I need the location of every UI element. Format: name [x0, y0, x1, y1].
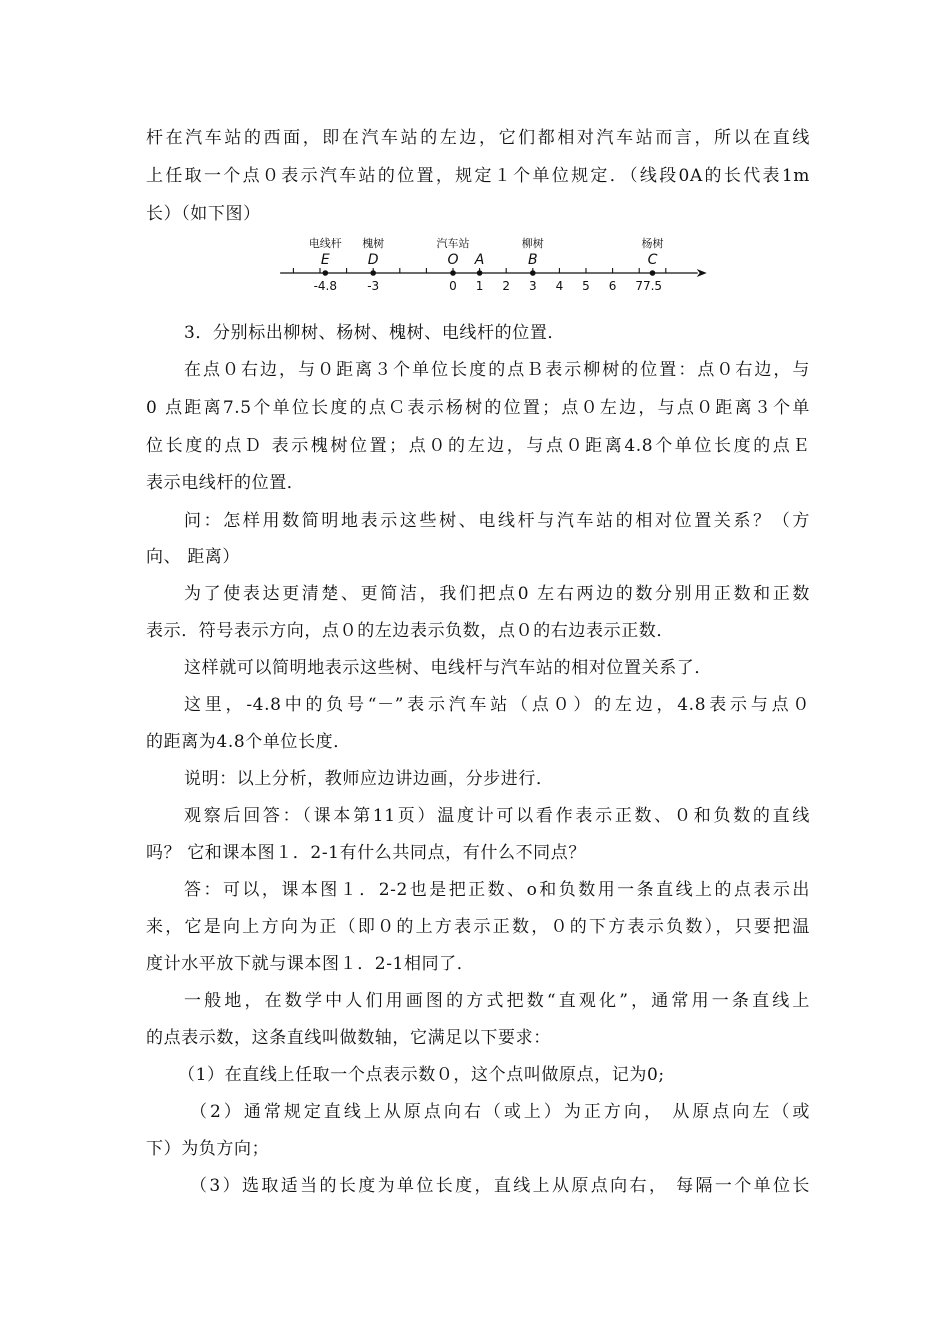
tick-label: 5: [582, 279, 590, 293]
text-line: 表示电线杆的位置．: [146, 473, 305, 493]
tick-label: 7: [635, 279, 644, 293]
text-line: 向、 距离）: [146, 547, 241, 567]
text-line: 杆在汽车站的西面，即在汽车站的左边，它们都相对汽车站而言，所以在直线: [146, 128, 810, 148]
point-value-label: 7.5: [642, 279, 663, 293]
point-value-label: 0: [449, 279, 457, 293]
text-line: 度计水平放下就与课本图１．2-1相同了．: [146, 954, 475, 974]
point-marker: [650, 270, 656, 276]
point-letter: D: [367, 252, 379, 268]
text-line: 上任取一个点０表示汽车站的位置，规定１个单位规定．（线段0A的长代表1m: [146, 166, 810, 186]
text-line: 吗？ 它和课本图１．2-1有什么共同点，有什么不同点？: [146, 843, 586, 863]
text-line: 这样就可以简明地表示这些树、电线杆与汽车站的相对位置关系了．: [184, 658, 712, 678]
text-line: 位长度的点Ｄ 表示槐树位置；点０的左边，与点０距离4.8个单位长度的点Ｅ: [146, 436, 810, 456]
point-value-label: -3: [367, 279, 380, 293]
tick-label: 6: [608, 279, 617, 293]
list-item: （3）选取适当的长度为单位长度，直线上从原点向右， 每隔一个单位长: [190, 1176, 810, 1196]
tick-label: 4: [555, 279, 564, 293]
text-line: 的距离为4.8个单位长度．: [146, 732, 351, 752]
list-item: （1）在直线上任取一个点表示数０，这个点叫做原点，记为0;: [178, 1065, 665, 1085]
text-line: 3．分别标出柳树、杨树、槐树、电线杆的位置．: [184, 323, 566, 343]
tick-label: 1: [475, 279, 484, 293]
tick-label: 3: [528, 279, 537, 293]
text-line: 说明：以上分析，教师应边讲边画，分步进行．: [184, 769, 554, 789]
text-line: 0 点距离7.5个单位长度的点Ｃ表示杨树的位置；点０左边，与点０距离３个单: [146, 398, 810, 418]
point-letter: B: [527, 252, 538, 268]
text-line: 一般地，在数学中人们用画图的方式把数“直观化”，通常用一条直线上: [184, 991, 810, 1011]
text-line: 观察后回答：（课本第11页）温度计可以看作表示正数、０和负数的直线: [184, 806, 810, 826]
point-marker: [323, 270, 329, 276]
point-marker: [530, 270, 536, 276]
text-line: 为了使表达更清楚、更简洁，我们把点0 左右两边的数分别用正数和正数: [184, 584, 810, 604]
text-line: 来，它是向上方向为正（即０的上方表示正数，０的下方表示负数），只要把温: [146, 917, 810, 937]
text-line: 的点表示数，这条直线叫做数轴，它满足以下要求：: [146, 1028, 551, 1048]
point-marker: [370, 270, 376, 276]
point-marker: [477, 270, 483, 276]
point-name: 杨树: [641, 237, 664, 250]
point-marker: [450, 270, 456, 276]
point-letter: O: [447, 252, 459, 268]
point-letter: E: [320, 252, 330, 268]
point-name: 槐树: [362, 237, 385, 250]
text-line: 问：怎样用数简明地表示这些树、电线杆与汽车站的相对位置关系？（方: [184, 511, 810, 531]
tick-label: 2: [502, 279, 511, 293]
text-line: 在点０右边，与０距离３个单位长度的点Ｂ表示柳树的位置：点０右边，与: [184, 360, 810, 380]
point-letter: A: [474, 252, 485, 268]
number-line-axis: [280, 269, 707, 277]
text-line: 表示．符号表示方向，点０的左边表示负数，点０的右边表示正数．: [146, 621, 674, 641]
text-line: 长）（如下图）: [146, 204, 261, 224]
point-name: 电线杆: [308, 237, 342, 250]
point-name: 柳树: [521, 237, 544, 250]
point-name: 汽车站: [436, 237, 470, 250]
axis-arrow: [697, 269, 707, 277]
text-line: 答：可以，课本图１．2-2也是把正数、o和负数用一条直线上的点表示出: [184, 880, 810, 900]
list-item: （2）通常规定直线上从原点向右（或上）为正方向， 从原点向左（或: [190, 1102, 810, 1122]
point-value-label: -4.8: [313, 279, 338, 293]
text-line: 下）为负方向；: [146, 1139, 270, 1159]
point-letter: C: [647, 252, 658, 268]
number-line-figure: [265, 232, 725, 300]
text-line: 这里，-4.8中的负号“－”表示汽车站（点０）的左边，4.8表示与点０: [184, 695, 810, 715]
